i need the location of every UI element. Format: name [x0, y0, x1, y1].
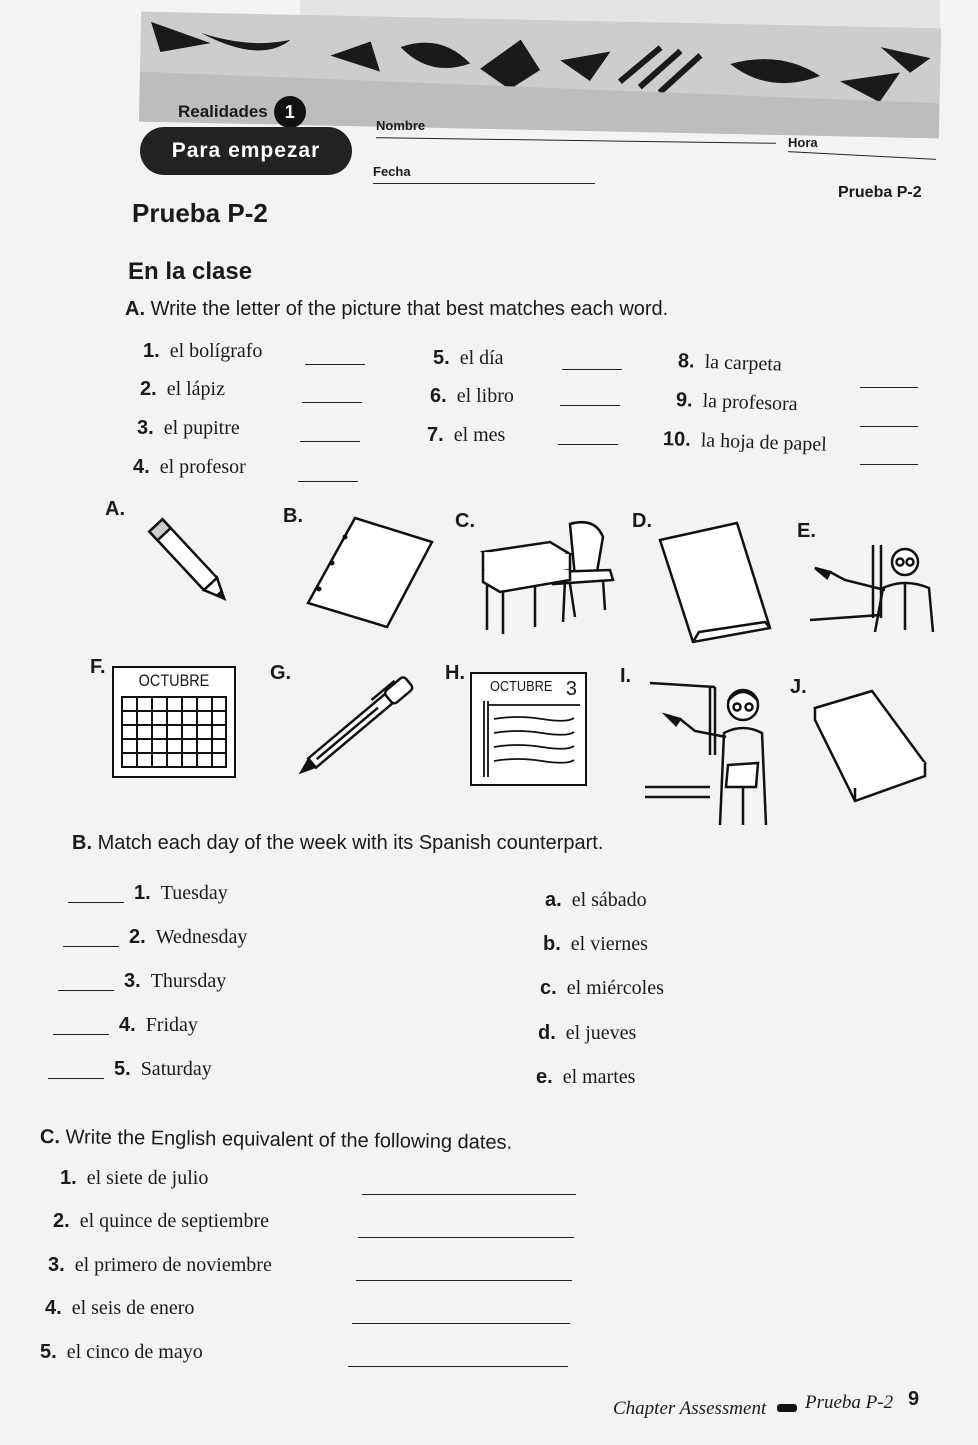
day-item: 2. Wednesday — [129, 926, 248, 948]
calendar-caption: OCTUBRE — [490, 678, 553, 695]
answer-blank[interactable] — [305, 364, 365, 365]
calendar-caption: OCTUBRE — [138, 671, 210, 690]
name-label: Nombre — [376, 118, 426, 133]
section-subtitle: En la clase — [128, 258, 253, 285]
sheet-of-paper-icon — [305, 515, 435, 630]
part-a-item: 2. el lápiz — [140, 378, 225, 400]
book-icon — [810, 688, 930, 808]
footer-separator — [777, 1404, 797, 1412]
book-title — [178, 96, 306, 128]
day-item: 1. Tuesday — [134, 882, 228, 904]
picture-label: B. — [283, 505, 303, 527]
date-item: 1. el siete de julio — [60, 1167, 209, 1189]
part-a-text: Write the letter of the picture that best matches each word. — [150, 298, 669, 320]
period-field[interactable] — [788, 151, 936, 160]
answer-blank[interactable] — [860, 426, 918, 427]
part-c-letter: C. — [39, 1126, 61, 1149]
part-c-text: Write the English equivalent of the following dates. — [65, 1126, 513, 1154]
answer-blank[interactable] — [358, 1237, 574, 1238]
period-label: Hora — [788, 135, 818, 150]
date-field[interactable] — [373, 183, 595, 184]
quiz-code-right: Prueba P-2 — [838, 184, 922, 201]
answer-blank[interactable] — [348, 1366, 568, 1367]
part-b-instruction — [72, 832, 603, 855]
female-teacher-icon — [640, 675, 780, 830]
picture-label: H. — [445, 662, 465, 684]
date-item: 5. el cinco de mayo — [40, 1341, 203, 1363]
part-a-item: 7. el mes — [427, 424, 506, 446]
part-a-item: 8. la carpeta — [677, 350, 783, 376]
picture-label: E. — [797, 520, 816, 542]
spanish-day: a. el sábado — [545, 889, 647, 911]
answer-blank[interactable] — [302, 402, 362, 403]
part-a-instruction — [125, 298, 668, 321]
date-item: 2. el quince de septiembre — [53, 1210, 270, 1232]
answer-blank[interactable] — [53, 1034, 109, 1035]
spanish-day: b. el viernes — [543, 933, 648, 955]
part-c-instruction — [40, 1126, 512, 1155]
part-a-item: 1. el bolígrafo — [143, 340, 263, 362]
picture-label: F. — [90, 656, 106, 678]
spanish-day: e. el martes — [536, 1066, 636, 1088]
picture-label: G. — [270, 662, 292, 684]
picture-label: I. — [620, 665, 632, 687]
calendar-day: 3 — [565, 678, 577, 700]
answer-blank[interactable] — [352, 1323, 570, 1324]
book-name: Realidades — [178, 102, 268, 121]
answer-blank[interactable] — [300, 441, 360, 442]
picture-label: D. — [632, 510, 652, 532]
day-item: 5. Saturday — [114, 1058, 212, 1080]
date-item: 3. el primero de noviembre — [48, 1254, 272, 1276]
part-a-item: 10. la hoja de papel — [662, 428, 828, 456]
date-label: Fecha — [373, 164, 411, 179]
answer-blank[interactable] — [356, 1280, 572, 1281]
section-badge: Para empezar — [140, 127, 352, 175]
answer-blank[interactable] — [860, 387, 918, 388]
day-item: 4. Friday — [119, 1014, 198, 1036]
day-calendar-icon — [470, 672, 587, 786]
answer-blank[interactable] — [558, 444, 618, 445]
student-desk-icon — [475, 512, 620, 637]
page-number: 9 — [908, 1388, 920, 1410]
part-a-item: 9. la profesora — [675, 389, 798, 416]
month-calendar-icon — [112, 666, 236, 778]
footer-text: Chapter Assessment — [613, 1398, 767, 1419]
part-a-item: 3. el pupitre — [137, 417, 240, 439]
answer-blank[interactable] — [298, 481, 358, 482]
spanish-day: c. el miércoles — [540, 977, 664, 999]
part-a-item: 4. el profesor — [133, 456, 246, 478]
part-b-text: Match each day of the week with its Spanish counterpart. — [97, 832, 604, 854]
answer-blank[interactable] — [63, 946, 119, 947]
answer-blank[interactable] — [860, 464, 918, 465]
answer-blank[interactable] — [560, 405, 620, 406]
male-teacher-icon — [805, 540, 935, 632]
answer-blank[interactable] — [362, 1194, 576, 1195]
answer-blank[interactable] — [48, 1078, 104, 1079]
name-field[interactable] — [376, 137, 776, 144]
date-item: 4. el seis de enero — [45, 1297, 195, 1319]
answer-blank[interactable] — [68, 902, 124, 903]
pen-icon — [285, 668, 425, 786]
folder-icon — [655, 520, 775, 645]
pencil-icon — [135, 505, 245, 620]
answer-blank[interactable] — [58, 990, 114, 991]
spanish-day: d. el jueves — [538, 1022, 637, 1044]
part-b-letter: B. — [72, 832, 92, 854]
footer-quiz: Prueba P-2 — [805, 1392, 894, 1413]
page-title: Prueba P-2 — [132, 198, 268, 228]
picture-label: J. — [790, 676, 807, 698]
book-level: 1 — [274, 96, 306, 128]
part-a-letter: A. — [125, 298, 145, 320]
answer-blank[interactable] — [562, 369, 622, 370]
part-a-item: 5. el día — [433, 347, 504, 369]
part-a-item: 6. el libro — [430, 385, 514, 407]
day-item: 3. Thursday — [124, 970, 227, 992]
picture-label: C. — [455, 510, 475, 532]
picture-label: A. — [105, 498, 125, 520]
